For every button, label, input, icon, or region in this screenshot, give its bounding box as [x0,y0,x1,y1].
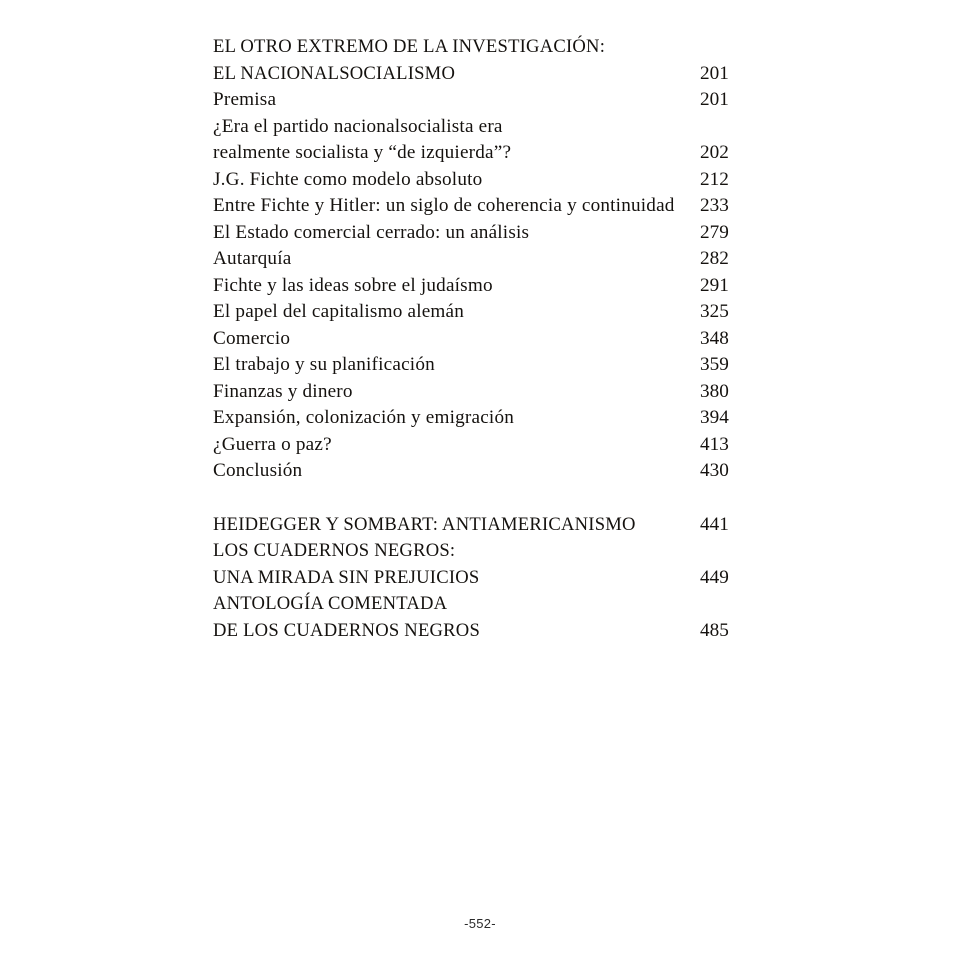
toc-entry-title: LOS CUADERNOS NEGROS: [213,540,456,561]
toc-entry-title: realmente socialista y “de izquierda”? [213,142,512,163]
toc-entry-title: Entre Fichte y Hitler: un siglo de coherencia y continuidad [213,195,675,216]
toc-entry-title: Fichte y las ideas sobre el judaísmo [213,274,493,296]
toc-entry[interactable] [213,618,773,645]
toc-entry[interactable] [213,565,773,592]
toc-entry[interactable] [213,273,773,300]
toc-entry[interactable] [213,220,773,247]
toc-entry-page-number: 201 [700,89,729,110]
toc-entry-page-number: 325 [700,301,729,322]
table-of-contents [213,34,773,644]
toc-entry[interactable] [213,61,773,88]
toc-entry-title: Autarquía [213,248,292,269]
toc-entry[interactable] [213,114,773,141]
toc-entry-title: ¿Guerra o paz? [213,433,332,455]
toc-entry[interactable] [213,512,773,539]
toc-entry[interactable] [213,87,773,114]
toc-entry[interactable] [213,591,773,618]
toc-entry[interactable] [213,246,773,273]
toc-entry-page-number: 380 [700,380,729,402]
toc-entry-page-number: 201 [700,62,729,84]
toc-entry-title: El trabajo y su planificación [213,354,435,375]
toc-entry[interactable] [213,538,773,565]
toc-entry-title: ANTOLOGÍA COMENTADA [213,593,448,614]
toc-entry-title: ¿Era el partido nacionalsocialista era [213,115,503,137]
toc-entry-page-number: 279 [700,221,729,243]
toc-entry[interactable] [213,352,773,379]
toc-entry-title: Comercio [213,327,291,349]
page-number-footer: -552- [464,916,496,931]
toc-entry[interactable] [213,458,773,485]
toc-entry-page-number: 441 [700,513,729,535]
toc-entry-page-number: 449 [700,566,729,588]
toc-entry-title: J.G. Fichte como modelo absoluto [213,168,483,190]
toc-entry-title: Finanzas y dinero [213,380,353,402]
toc-entry[interactable] [213,167,773,194]
toc-entry-title: HEIDEGGER Y SOMBART: ANTIAMERICANISMO [213,513,636,535]
toc-entry-page-number: 394 [700,407,729,428]
toc-entry-title: Premisa [213,89,277,110]
toc-entry-title: El Estado comercial cerrado: un análisis [213,221,530,243]
toc-block [213,34,773,485]
toc-entry-title: EL OTRO EXTREMO DE LA INVESTIGACIÓN: [213,36,606,57]
toc-entry-page-number: 291 [700,274,729,296]
toc-entry[interactable] [213,140,773,167]
toc-entry-page-number: 430 [700,460,729,481]
toc-entry-page-number: 413 [700,433,729,455]
toc-entry-title: Expansión, colonización y emigración [213,407,515,428]
toc-entry-page-number: 233 [700,195,729,216]
toc-entry[interactable] [213,379,773,406]
toc-block [213,512,773,645]
toc-entry[interactable] [213,193,773,220]
toc-entry-page-number: 202 [700,142,729,163]
toc-entry-title: EL NACIONALSOCIALISMO [213,62,456,84]
toc-entry-page-number: 359 [700,354,729,375]
toc-entry-page-number: 485 [700,619,729,641]
toc-entry[interactable] [213,34,773,61]
toc-entry-title: UNA MIRADA SIN PREJUICIOS [213,566,480,588]
toc-entry[interactable] [213,405,773,432]
toc-entry-title: El papel del capitalismo alemán [213,301,465,322]
toc-entry[interactable] [213,326,773,353]
toc-entry-title: Conclusión [213,460,303,481]
toc-entry-title: DE LOS CUADERNOS NEGROS [213,619,481,641]
toc-entry[interactable] [213,299,773,326]
toc-entry-page-number: 348 [700,327,729,349]
toc-entry[interactable] [213,432,773,459]
toc-entry-page-number: 282 [700,248,729,269]
toc-block-separator [213,485,773,512]
toc-entry-page-number: 212 [700,168,729,190]
